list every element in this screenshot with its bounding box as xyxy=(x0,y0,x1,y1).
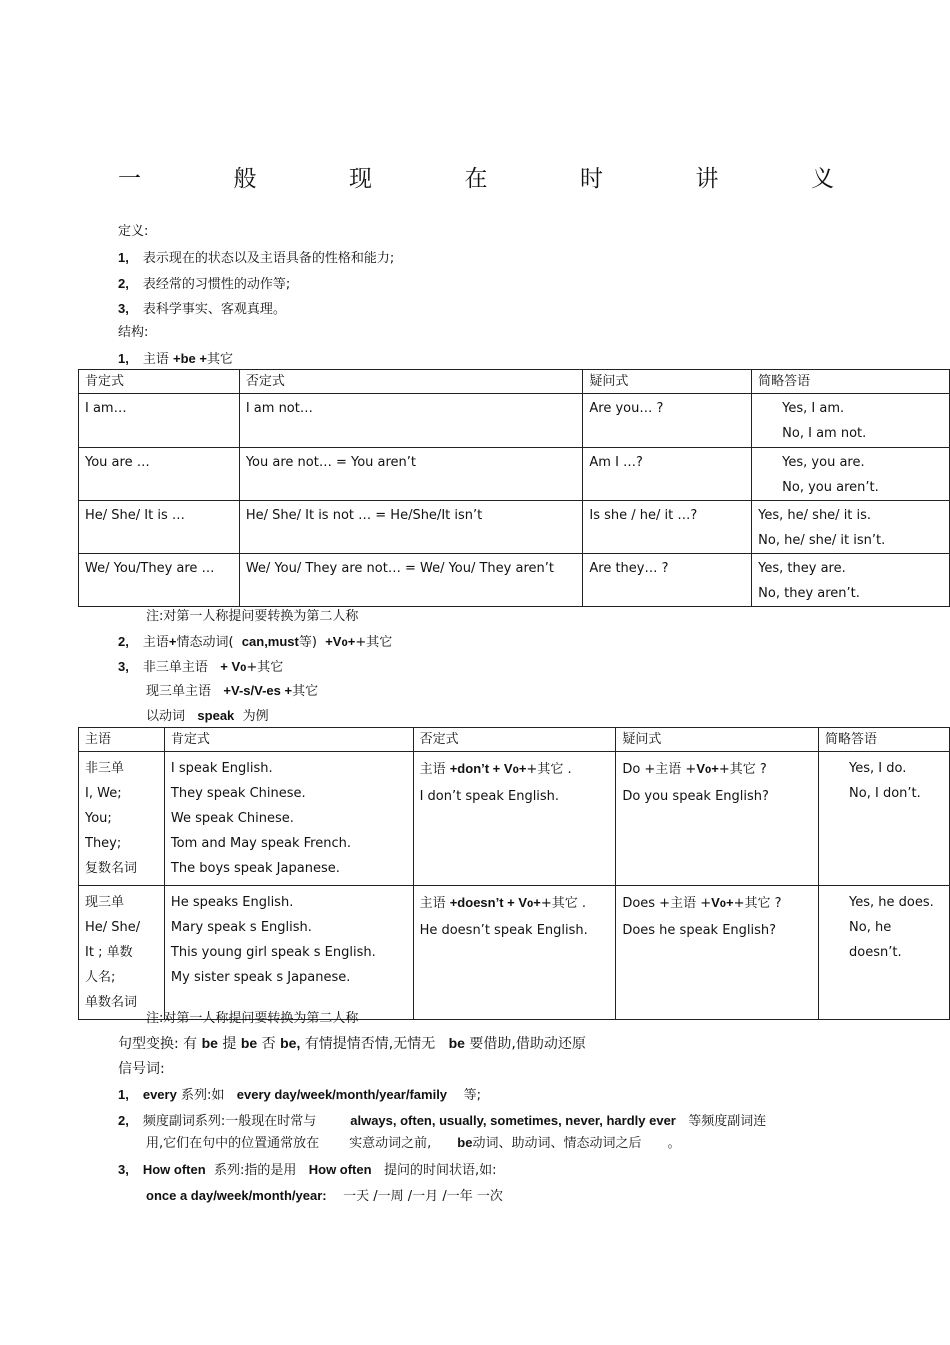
table-header: 否定式 xyxy=(239,370,583,394)
signal-item-3: 3, How often 系列:指的是用 How often 提问的时间状语,如: xyxy=(118,1162,497,1178)
page-title xyxy=(118,160,834,193)
structure-rule-1: 1, 主语 +be +其它 xyxy=(118,351,233,367)
table-cell: Yes, he does. No, he doesn’t. xyxy=(819,886,950,1020)
table-cell: 现三单 He/ She/ It ; 单数 人名; 单数名词 xyxy=(79,886,165,1020)
table-cell: He/ She/ It is … xyxy=(79,501,240,554)
table-cell: He speaks English. Mary speak s English. This young girl speak s English. My sister speak s Japanese. xyxy=(164,886,413,1020)
table-cell: I am not… xyxy=(239,394,583,448)
structure-heading: 结构: xyxy=(118,325,149,340)
table-cell: 主语 +doesn’t + V0++其它 . He doesn’t speak English. xyxy=(413,886,616,1020)
table-cell: I am… xyxy=(79,394,240,448)
table-header: 肯定式 xyxy=(79,370,240,394)
definition-item: 2, 表经常的习惯性的动作等; xyxy=(118,276,291,292)
table-cell: Am I …? xyxy=(583,448,752,501)
title-char: 现 xyxy=(349,166,372,192)
table-row xyxy=(79,752,950,886)
definition-item: 1, 表示现在的状态以及主语具备的性格和能力; xyxy=(118,250,395,266)
table-cell: I speak English. They speak Chinese. We speak Chinese. Tom and May speak French. The boys speak Japanese. xyxy=(164,752,413,886)
table-cell: He/ She/ It is not … = He/She/It isn’t xyxy=(239,501,583,554)
table-header: 肯定式 xyxy=(164,728,413,752)
structure-rule-2: 2, 主语+情态动词( can,must等) +V0++其它 xyxy=(118,634,393,650)
table-cell: 非三单 I, We; You; They; 复数名词 xyxy=(79,752,165,886)
table-cell: Yes, I do. No, I don’t. xyxy=(819,752,950,886)
definition-item: 3, 表科学事实、客观真理。 xyxy=(118,301,286,317)
table-cell: Yes, he/ she/ it is. No, he/ she/ it isn’t. xyxy=(752,501,950,554)
table-cell: Yes, I am. No, I am not. xyxy=(752,394,950,448)
table-cell: You are … xyxy=(79,448,240,501)
title-char: 义 xyxy=(811,166,834,192)
title-char: 般 xyxy=(233,166,257,192)
table-cell: You are not… = You aren’t xyxy=(239,448,583,501)
table-row xyxy=(79,501,950,554)
signal-item-2-cont: 用,它们在句中的位置通常放在 实意动词之前, be动词、助动词、情态动词之后 。 xyxy=(146,1135,681,1151)
example-label: 以动词 speak 为例 xyxy=(146,708,269,724)
structure-rule-3b: 现三单主语 +V-s/V-es +其它 xyxy=(146,683,319,699)
table-header: 简略答语 xyxy=(752,370,950,394)
signal-heading: 信号词: xyxy=(118,1061,165,1077)
speak-verb-table xyxy=(78,727,950,1020)
table-header: 疑问式 xyxy=(583,370,752,394)
signal-item-1: 1, every 系列:如 every day/week/month/year/family 等; xyxy=(118,1087,481,1103)
table-header: 主语 xyxy=(79,728,165,752)
table-cell: Yes, they are. No, they aren’t. xyxy=(752,554,950,607)
table-header: 否定式 xyxy=(413,728,616,752)
table-cell: Do +主语 +V0++其它 ? Do you speak English? xyxy=(616,752,819,886)
title-char: 一 xyxy=(118,166,141,192)
title-char: 在 xyxy=(464,166,488,192)
signal-item-3-cont: once a day/week/month/year: 一天 /一周 /一月 /一年 一次 xyxy=(146,1188,503,1204)
sentence-transform-rule: 句型变换: 有 be 提 be 否 be, 有情提情否情,无情无 be 要借助,借助动还原 xyxy=(118,1035,586,1052)
be-verb-table xyxy=(78,369,950,607)
note: 注:对第一人称提问要转换为第二人称 xyxy=(146,1011,359,1026)
table-header: 疑问式 xyxy=(616,728,819,752)
title-char: 时 xyxy=(580,166,603,192)
title-char: 讲 xyxy=(695,166,719,192)
table-row xyxy=(79,554,950,607)
table-row xyxy=(79,448,950,501)
table-row xyxy=(79,394,950,448)
signal-item-2: 2, 频度副词系列:一般现在时常与 always, often, usually, sometimes, never, hardly ever 等频度副词连 xyxy=(118,1113,767,1129)
definition-heading: 定义: xyxy=(118,224,149,239)
table-cell: Are you… ? xyxy=(583,394,752,448)
table-cell: Does +主语 +V0++其它 ? Does he speak English? xyxy=(616,886,819,1020)
structure-rule-3: 3, 非三单主语 + V0+其它 xyxy=(118,659,284,675)
table-cell: 主语 +don’t + V0++其它 . I don’t speak English. xyxy=(413,752,616,886)
table-row xyxy=(79,886,950,1020)
note: 注:对第一人称提问要转换为第二人称 xyxy=(146,609,359,624)
table-header: 简略答语 xyxy=(819,728,950,752)
table-cell: Are they… ? xyxy=(583,554,752,607)
table-cell: We/ You/ They are not… = We/ You/ They aren’t xyxy=(239,554,583,607)
table-cell: We/ You/They are … xyxy=(79,554,240,607)
table-cell: Yes, you are. No, you aren’t. xyxy=(752,448,950,501)
table-cell: Is she / he/ it …? xyxy=(583,501,752,554)
